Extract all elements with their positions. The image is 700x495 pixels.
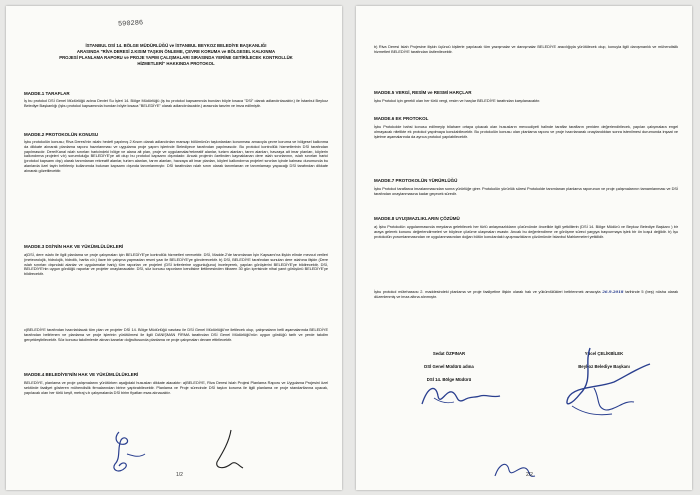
signature-belediye — [554, 344, 664, 424]
signatory-role: DSİ 14. Bölge Müdürü — [426, 377, 472, 382]
initials-signature-2 — [209, 426, 249, 476]
reference-number-note: 590286 — [117, 19, 144, 29]
section-text-madde-1: İş bu protokol DSİ Genel Müdürlüğü adına Devlet Su İşleri 14. Bölge Müdürlüğü (iş bu protokol kapsamında bundan böyle kısaca "DSİ" olarak adlandırılacaktır.) ile İstanbul Beykoz Belediye Başkanlığı (işbu protokol kapsamında bundan böyle kısaca "BELEDİYE" olarak adlandırılacaktır.) arasında tanzim ve imza edilmiştir. — [24, 98, 328, 108]
section-text-madde-3: a)DSİ, dere ıslahı ile ilgili planlama ve proje çalışmaları için BELEDİYE'ye kontrollük hizmetleri verecektir. DSİ, Madde.2'de tanımlanan İşin Kapsamı'na ilişkin elinde mevcut verileri (meteorolojik, hidrolojik, hidrolik, harita v.b.) ilave bir çalışma yapmadan resmi yazı ile BELEDİYE'ye gönderecektir. b) DSİ, BELEDİYE tarafından sunulan dere ıslahına ilişkin (Dere ıslah sınırları dışındaki alanlar ve uygulamalar hariç) tüm raporları ve projeleri (DSİ kriterlerine uygunluğunu) inceleyerek, yapılan görüşlerini BELEDİYE'ye bildirecektir. DSİ, BELEDİYE'nin uygun gördüğü raporlar ve projeler onaylanacaktır. DSİ, söz konusu raporların kendisine iletilmesinden itibaren 30 gün içerisinde nihai yanıt görüşünü BELEDİYE'ye bildirecektir. — [24, 252, 328, 277]
closing-text-after-date: tarihinde 5 (beş) nüsha olarak düzenlenmiş ve imza altına alınmıştır. — [374, 289, 679, 299]
signatory-role: DSİ Genel Müdürü adına — [424, 364, 474, 369]
section-text-madde-7: İşbu Protokol taraflarca imzalanmasından sonra yürürlüğe girer. Protokolün yürürlük süresi Protokolde tanımlanan planlama raporunun ve proje çalışmalarının tamamlanması ve DSİ tarafından onaylanmasına kadar geçecek süredir. — [374, 186, 678, 196]
title-line: HİZMETLERİ" HAKKINDA PROTOKOL — [137, 61, 215, 66]
closing-text-before-date: İşbu protokol mütehassısı 2. maddesindeki planlama ve proje faaliyetine ilişkin olarak hak ve yükümlülükleri belirlenmek amacıyla — [374, 289, 601, 294]
section-text-madde-4b: b) Riva Deresi Islah Projesine ilişkin üçüncü kişilerle yapılacak tüm yazışmalar ve danışmalar BELEDİYE aracılığıyla yürütülecek olup, konuyla ilgili danışmanlık ve mühendislik hizmetleri BELEDİYE tarafından üstlenilecektir. — [374, 44, 678, 54]
section-heading-madde-2: MADDE.2 PROTOKOLÜN KONUSU — [24, 132, 99, 137]
page-number: 1/2 — [176, 472, 183, 478]
initials-signature-1 — [99, 424, 159, 480]
section-text-madde-2: İşbu protokolün konusu; Riva Deresi'nin ıslahı hedefi yapılmış 2.Kısım olarak adlandırılan mansap bölümünün taşkınlardan korunması amacıyla çevre koruma ve bölgesel kalkınma da dikkate alınarak planlama raporu hazırlanması ve uygulama proje yapım işlerinde Belediyece tarafından yapılmasıdır. Bu protokol kontrollük hizmetlerinin DSİ tarafından yapılmasıdır. Dere/Kanal ıslah sınırları haricindeki bölge ve alana ait plan, proje ve uygulamalar/rekreatif alanlar, turizm alanları, tarım alanları, havzaya ait imar planları, köylerin kalkındırma projeleri v.b) sorumluluğu BELEDİYE'ye ait olup bu protokol kapsamı dışındadır. Ancak projenin özelinden kaynaklanan dere ıslah sınırlarının, ıslah sınırları harici (protokol kapsamı dışı) olarak tanımlanan rekreatif alanlar, turizm alanları, tarım alanları, havzaya ait imar planları, köyleri kalkındırma projeleri sınırları içinde kalması durumunda bu alanlarda özel tayin belirlenip kullanımda bulunan kapsamı dışında tanımlanmıştır. DSİ tarafından ıslah sınırı olarak tanımlanan ve tanımlamayı yapacağı DSİ tarafından dikkate alınarak gözetilecektir. — [24, 139, 328, 173]
signatory-name: Sedat ÖZPINAR — [432, 351, 466, 356]
section-text-madde-6: İşbu Protokolde bahsi konusu edilmeyip bilahare ortaya çıkacak olan hususların mevcudiyeti halinde taraflar tarafların yeniden değerlendirilecek, yapılan çalışmalara engel olmayacak nitelikte ek protokol yapılmaya konulabilecektir. Bu protokolün konusu olan planlama raporu ve proje hazırlanarak onaylandıktan sonra istenilmesi durumunda inşaat ve işletme aşamalarında da ayrıca protokol yapılabilecektir. — [374, 124, 678, 139]
section-heading-madde-3: MADDE.3 DSİ'NİN HAK VE YÜKÜMLÜLÜKLERİ — [24, 244, 124, 249]
section-text-madde-3c: c)BELEDİYE tarafından hazırlatılacak tüm plan ve projeler DSİ 14. Bölge Müdürlüğü vasıtası ile DSİ Genel Müdürlüğü'ne iletilecek olup, çalışmaların belli aşamalarında BELEDİYE tarafından belirlenen ve planlama ve proje işlerinin yürütülmesi ile ilgili DANIŞMAN FİRMA tarafından DSİ Genel Müdürlüğü'nün uygun gördüğü tarih ve yerde takdim gerçekleştirilecektir. Söz konusu takdimlerde alınan kararlar doğrultusunda planlama ve proje çalışmaları devam ettirilecektir. — [24, 327, 328, 342]
protocol-title — [24, 43, 328, 67]
section-heading-madde-4: MADDE.4 BELEDİYE'NİN HAK VE YÜKÜMLÜLÜKLERİ — [24, 372, 139, 377]
signatory-role: Beykoz Belediye Başkanı — [578, 364, 630, 369]
title-line: ARASINDA "RİVA DERESİ 2.KISIM TAŞKIN ÖNLEME, ÇEVRE KORUMA ve BÖLGESEL KALKINMA — [76, 49, 276, 54]
page-number: 2/2 — [526, 472, 533, 478]
section-heading-madde-1: MADDE.1 TARAFLAR — [24, 91, 70, 96]
handwritten-date: 26.9.2018 — [602, 289, 624, 294]
section-heading-madde-7: MADDE.7 PROTOKOLÜN YÜRÜRLÜĞÜ — [374, 178, 458, 183]
section-heading-madde-5: MADDE.5 VERGİ, RESİM ve RESMİ HARÇLAR — [374, 90, 472, 95]
section-heading-madde-8: MADDE.8 UYUŞMAZLIKLARIN ÇÖZÜMÜ — [374, 216, 460, 221]
signature-dsi — [416, 376, 506, 416]
section-text-madde-4: BELEDİYE, planlama ve proje çalışmalarını yürütürken aşağıdaki hususları dikkate alacaktır: a)BELEDİYE, Riva Deresi Islah Projesi Planlama Raporu ve Uygulama Projesini özel sektörde faaliyet gösteren mühendislik firmalarından birine yaptırabilecektir. Planlama ve Proje sürecinde DSİ taşkın koruma ile ilgili planlama ve proje standartlarına uyacak, yapılacak olan her türlü keşif, metraj v.b çalışmalarda DSİ birim fiyatları esas alınacaktır. — [24, 380, 328, 395]
title-line: İSTANBUL DSİ 14. BÖLGE MÜDÜRLÜĞÜ ve İSTANBUL BEYKOZ BELEDİYE BAŞKANLIĞI — [85, 43, 267, 48]
document-page-1 — [6, 6, 342, 490]
initials-signature-3 — [489, 454, 539, 484]
section-text-madde-5: İşbu Protokol için gerekli olan her türlü vergi, resim ve harçlar BELEDİYE tarafından karşılanacaktır. — [374, 98, 541, 103]
section-text-madde-8: a) İşbu Protokolün uygulanmasında meydana gelebilecek her türlü anlaşmazlıkların çözümünde öncelikle ilgili yetkililerin (DSİ 14. Bölge Müdürü ve Beykoz Belediye Başkanı ) bir araya gelerek konunu değerlendirmeleri ve böylece çözüme ulaşmaları esastır. Ancak bu değerlendirme ve görüşme süreci yargıya başvurmaya işlek bir ön koşul değildir. b) İşu protokolün yorumlanmasından ve uygulanmasından doğan bütün konulardaki uyuşmazlıkların çözümünde İstanbul Mahkemeleri yetkilidir. — [374, 224, 678, 239]
title-line: PROJESİ PLANLAMA RAPORU ve PROJE YAPIM ÇALIŞMALARI SIRASINDA YERİNE GETİRİLECEK KONTROLLÜK — [59, 55, 293, 60]
section-heading-madde-6: MADDE.6 EK PROTOKOL — [374, 116, 429, 121]
document-page-2 — [356, 6, 692, 490]
signatory-name: Yücel ÇELİKBİLEK — [584, 351, 624, 356]
closing-paragraph — [374, 290, 678, 300]
